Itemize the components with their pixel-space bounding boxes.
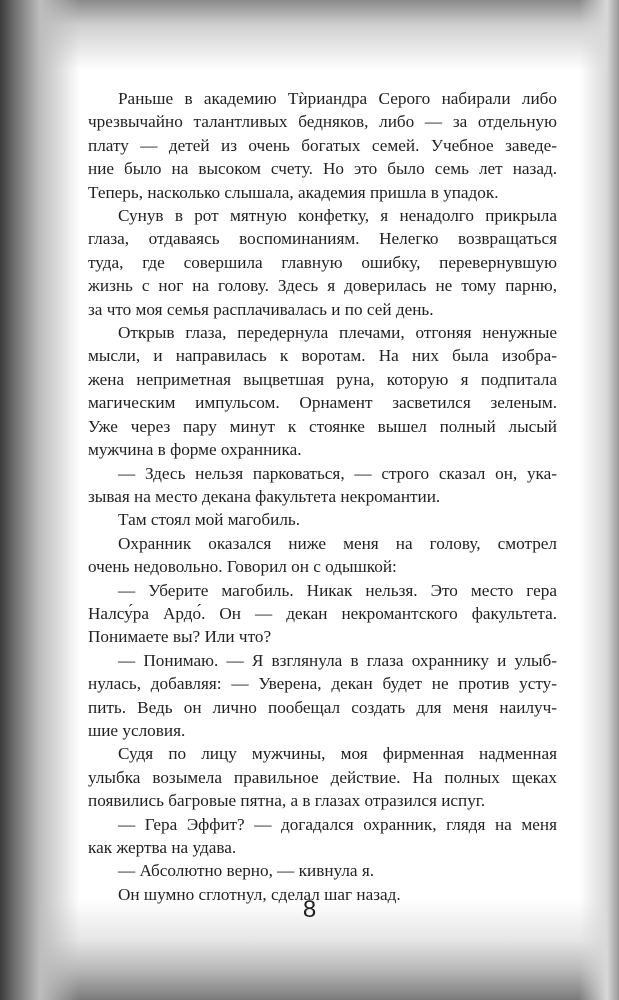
text-line: появились багровые пятна, а в глазах отразился испуг. <box>88 791 486 811</box>
paragraph <box>88 813 557 860</box>
paragraph <box>88 742 557 812</box>
text-line: пить. Ведь он лично пообещал создать для меня наилуч- <box>88 697 557 717</box>
text-line: жизнь с ног на голову. Здесь я доверилась не тому парню, <box>88 276 557 296</box>
text-line: очень недовольно. Говорил он с одышкой: <box>88 557 397 577</box>
text-line: — Уберите магобиль. Никак нельзя. Это место гера <box>118 580 557 600</box>
text-line: Уже через пару минут к стоянке вышел полный лысый <box>88 416 557 436</box>
paragraph <box>88 532 557 579</box>
book-page-text <box>88 87 557 906</box>
text-line: Там стоял мой магобиль. <box>118 510 301 530</box>
paragraph <box>88 204 557 321</box>
text-line: — Понимаю. — Я взглянула в глаза охраннику и улыб- <box>118 650 557 670</box>
text-line: зывая на место декана факультета некромантии. <box>88 486 441 506</box>
text-line: Сунув в рот мятную конфетку, я ненадолго прикрыла <box>118 206 557 226</box>
paragraph <box>88 87 557 204</box>
text-line: жена неприметная выцветшая руна, которую я подпитала <box>88 369 557 389</box>
text-line: — Гера Эффит? — догадался охранник, глядя на меня <box>118 814 557 834</box>
text-line: Раньше в академию Тѝриандра Серого набирали либо <box>118 89 557 108</box>
text-line: ние было на высоком счету. Но это было семь лет назад. <box>88 159 557 179</box>
text-line: как жертва на удава. <box>88 838 237 857</box>
page-number: 8 <box>302 896 317 923</box>
paragraph <box>88 859 557 882</box>
text-line: туда, где совершила главную ошибку, перевернувшую <box>88 252 557 272</box>
paragraph <box>88 508 557 531</box>
text-line: Налсу́ра Ардо́. Он — декан некромантского факультета. <box>88 603 557 623</box>
paragraph <box>88 321 557 461</box>
text-line: за что моя семья расплачивалась и по сей день. <box>88 299 434 319</box>
text-line: мысли, и направилась к воротам. На них была изобра- <box>88 346 557 366</box>
text-line: Судя по лицу мужчины, моя фирменная надменная <box>118 744 557 764</box>
paragraph <box>88 649 557 743</box>
text-line: — Здесь нельзя парковаться, — строго сказал он, ука- <box>118 463 557 483</box>
paragraph <box>88 579 557 649</box>
text-line: мужчина в форме охранника. <box>88 440 302 460</box>
paragraph <box>88 462 557 509</box>
text-line: — Абсолютно верно, — кивнула я. <box>118 861 375 881</box>
text-line: глаза, отдаваясь воспоминаниям. Нелегко возвращаться <box>88 229 557 249</box>
text-line: чрезвычайно талантливых бедняков, либо — за отдельную <box>88 112 557 132</box>
text-line: Он шумно сглотнул, сделал шаг назад. <box>118 884 401 904</box>
text-line: Теперь, насколько слышала, академия пришла в упадок. <box>88 182 499 202</box>
text-line: шие условия. <box>88 720 186 740</box>
text-line: Открыв глаза, передернула плечами, отгоняя ненужные <box>118 323 557 343</box>
text-line: улыбка возымела правильное действие. На полных щеках <box>88 767 557 787</box>
text-line: Охранник оказался ниже меня на голову, смотрел <box>118 533 557 553</box>
text-line: магическим импульсом. Орнамент засветился зеленым. <box>88 393 557 413</box>
text-line: нулась, добавляя: — Уверена, декан будет не против усту- <box>88 674 557 694</box>
text-line: плату — детей из очень богатых семей. Учебное заведе- <box>88 135 557 155</box>
text-line: Понимаете вы? Или что? <box>88 627 272 647</box>
